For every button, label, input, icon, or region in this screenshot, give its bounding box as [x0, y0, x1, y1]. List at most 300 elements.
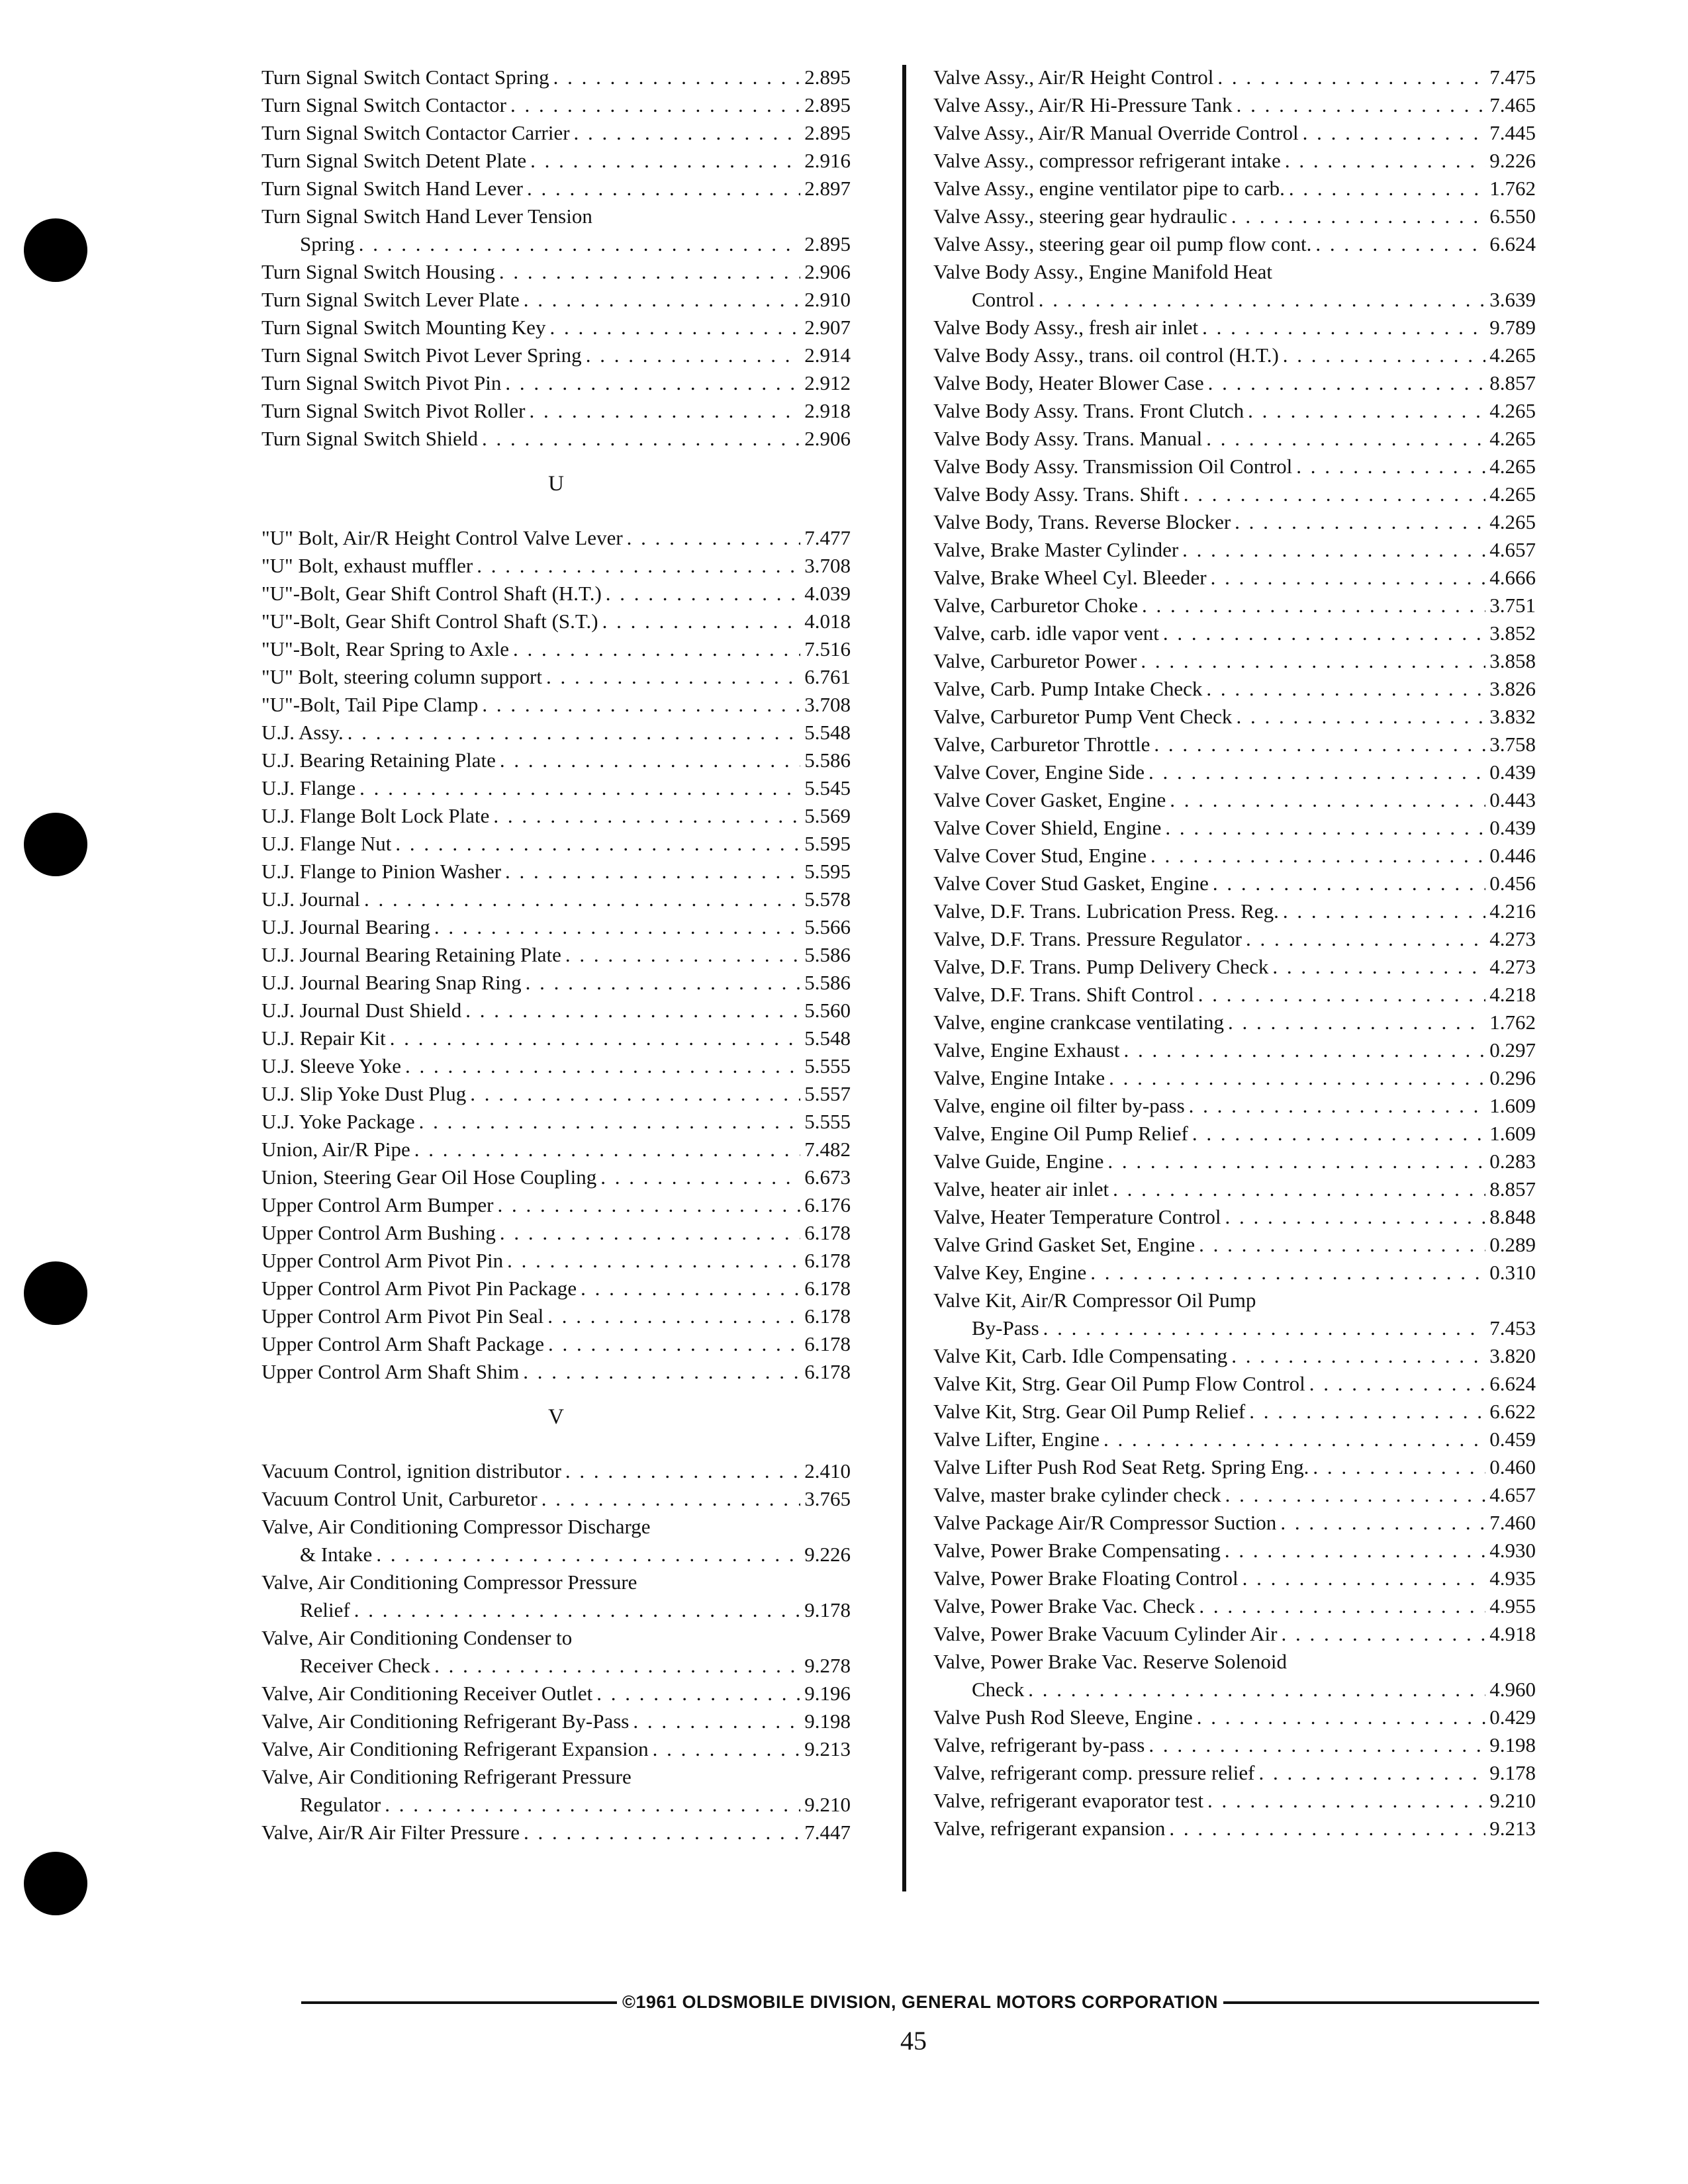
- entry-reference-number: 3.708: [804, 693, 851, 716]
- dot-leader: [497, 1191, 800, 1219]
- entry-label: U.J. Flange: [261, 776, 356, 799]
- copyright-notice: ©1961 OLDSMOBILE DIVISION, GENERAL MOTORS CORPORATION: [622, 1992, 1219, 2012]
- entry-reference-number: 4.265: [1489, 455, 1536, 478]
- entry-reference-number: 0.296: [1489, 1066, 1536, 1089]
- dot-leader: [526, 969, 801, 997]
- dot-leader: [434, 913, 800, 941]
- entry-label: Valve Assy., engine ventilator pipe to carb.: [933, 177, 1285, 200]
- index-entry: [261, 314, 851, 341]
- index-entry: [933, 1036, 1536, 1064]
- entry-reference-number: 4.265: [1489, 343, 1536, 367]
- entry-reference-number: 0.446: [1489, 844, 1536, 867]
- entry-reference-number: 2.906: [804, 260, 851, 283]
- dot-leader: [1192, 1120, 1485, 1148]
- index-entry: [933, 425, 1536, 453]
- entry-label: Valve, Air Conditioning Compressor Discharge: [261, 1515, 651, 1538]
- dot-leader: [482, 425, 800, 453]
- entry-reference-number: 3.832: [1489, 705, 1536, 728]
- entry-reference-number: 3.639: [1489, 288, 1536, 311]
- entry-reference-number: 4.265: [1489, 510, 1536, 533]
- entry-reference-number: 5.548: [804, 721, 851, 744]
- index-entry: [261, 369, 851, 397]
- entry-label-continued: & Intake: [300, 1543, 373, 1566]
- entry-reference-number: 5.555: [804, 1054, 851, 1077]
- dot-leader: [1198, 981, 1486, 1009]
- index-entry: [261, 286, 851, 314]
- index-entry: [933, 508, 1536, 536]
- entry-label: Valve Body Assy., fresh air inlet: [933, 316, 1199, 339]
- index-entry: [933, 1815, 1536, 1843]
- entry-reference-number: 9.226: [1489, 149, 1536, 172]
- dot-leader: [524, 1819, 800, 1846]
- index-entry: [261, 1108, 851, 1136]
- index-entry: [933, 64, 1536, 91]
- dot-leader: [596, 1680, 800, 1707]
- dot-leader: [1213, 870, 1485, 897]
- entry-reference-number: 4.018: [804, 610, 851, 633]
- entry-reference-number: 9.789: [1489, 316, 1536, 339]
- entry-label: "U" Bolt, Air/R Height Control Valve Lever: [261, 526, 623, 549]
- dot-leader: [465, 997, 800, 1024]
- entry-label: Turn Signal Switch Pivot Pin: [261, 371, 502, 394]
- entry-label: "U"-Bolt, Gear Shift Control Shaft (H.T.): [261, 582, 602, 605]
- dot-leader: [1217, 64, 1485, 91]
- entry-reference-number: 0.439: [1489, 816, 1536, 839]
- dot-leader: [602, 608, 801, 635]
- index-entry: [261, 635, 851, 663]
- dot-leader: [553, 64, 801, 91]
- entry-label: U.J. Slip Yoke Dust Plug: [261, 1082, 467, 1105]
- entry-reference-number: 0.297: [1489, 1038, 1536, 1062]
- entry-label: Valve, Carburetor Throttle: [933, 733, 1150, 756]
- entry-reference-number: 3.820: [1489, 1344, 1536, 1367]
- entry-reference-number: 5.586: [804, 943, 851, 966]
- index-entry: [933, 1704, 1536, 1731]
- entry-label: Valve Cover Stud, Engine: [933, 844, 1147, 867]
- entry-label: Upper Control Arm Shaft Shim: [261, 1360, 520, 1383]
- dot-leader: [1199, 1592, 1485, 1620]
- index-entry: [261, 1513, 851, 1569]
- entry-label: Valve Body Assy., Engine Manifold Heat: [933, 260, 1272, 283]
- entry-reference-number: 2.918: [804, 399, 851, 422]
- index-entry: [933, 1370, 1536, 1398]
- index-entry: [261, 1302, 851, 1330]
- entry-reference-number: 3.751: [1489, 594, 1536, 617]
- index-entry: [933, 1175, 1536, 1203]
- dot-leader: [500, 747, 800, 774]
- binder-hole: [24, 1261, 87, 1325]
- dot-leader: [1281, 1620, 1485, 1648]
- dot-leader: [1231, 1342, 1485, 1370]
- index-entry: [261, 663, 851, 691]
- dot-leader: [1150, 842, 1485, 870]
- index-entry: [933, 397, 1536, 425]
- index-entry: [261, 1707, 851, 1735]
- entry-label: Valve, refrigerant evaporator test: [933, 1789, 1203, 1812]
- entry-reference-number: 6.761: [804, 665, 851, 688]
- right-index-column: [933, 64, 1536, 1843]
- dot-leader: [1109, 1064, 1485, 1092]
- dot-leader: [348, 719, 801, 747]
- index-entry: [933, 1120, 1536, 1148]
- entry-label: Valve Kit, Carb. Idle Compensating: [933, 1344, 1228, 1367]
- entry-label: U.J. Sleeve Yoke: [261, 1054, 401, 1077]
- dot-leader: [1197, 1704, 1485, 1731]
- dot-leader: [1207, 1787, 1485, 1815]
- dot-leader: [1235, 508, 1485, 536]
- index-entry: [261, 747, 851, 774]
- index-entry: [261, 258, 851, 286]
- entry-label: Valve, Engine Intake: [933, 1066, 1105, 1089]
- dot-leader: [1165, 814, 1485, 842]
- entry-label: Turn Signal Switch Shield: [261, 427, 478, 450]
- entry-reference-number: 4.273: [1489, 955, 1536, 978]
- index-entry: [933, 897, 1536, 925]
- entry-label: "U" Bolt, exhaust muffler: [261, 554, 473, 577]
- entry-reference-number: 0.429: [1489, 1706, 1536, 1729]
- dot-leader: [1182, 536, 1485, 564]
- dot-leader: [541, 1485, 801, 1513]
- entry-label: Upper Control Arm Pivot Pin: [261, 1249, 504, 1272]
- dot-leader: [1149, 1731, 1485, 1759]
- dot-leader: [1225, 1537, 1485, 1565]
- index-entry: [933, 981, 1536, 1009]
- entry-label: Valve, Power Brake Compensating: [933, 1539, 1221, 1562]
- dot-leader: [1090, 1259, 1485, 1287]
- index-entry: [261, 858, 851, 886]
- index-entry: [261, 580, 851, 608]
- entry-reference-number: 4.666: [1489, 566, 1536, 589]
- dot-leader: [395, 830, 800, 858]
- entry-reference-number: 0.310: [1489, 1261, 1536, 1284]
- entry-reference-number: 9.198: [1489, 1733, 1536, 1756]
- entry-reference-number: 0.439: [1489, 760, 1536, 784]
- entry-reference-number: 7.460: [1489, 1511, 1536, 1534]
- entry-label: U.J. Flange to Pinion Washer: [261, 860, 502, 883]
- index-entry: [933, 1009, 1536, 1036]
- entry-continuation: [933, 1314, 1536, 1342]
- entry-label: Turn Signal Switch Pivot Roller: [261, 399, 526, 422]
- dot-leader: [385, 1791, 800, 1819]
- dot-leader: [1163, 619, 1485, 647]
- entry-label: Valve Body, Heater Blower Case: [933, 371, 1204, 394]
- entry-label: U.J. Flange Bolt Lock Plate: [261, 804, 490, 827]
- entry-reference-number: 6.550: [1489, 205, 1536, 228]
- index-entry: [933, 758, 1536, 786]
- dot-leader: [1289, 175, 1485, 203]
- dot-leader: [1039, 286, 1486, 314]
- entry-label: Turn Signal Switch Lever Plate: [261, 288, 520, 311]
- dot-leader: [477, 552, 800, 580]
- entry-label: Valve, heater air inlet: [933, 1177, 1109, 1201]
- entry-label: Valve, D.F. Trans. Pump Delivery Check: [933, 955, 1269, 978]
- page-number: 45: [900, 2026, 927, 2056]
- entry-reference-number: 4.657: [1489, 538, 1536, 561]
- index-entry: [261, 691, 851, 719]
- entry-reference-number: 9.198: [804, 1709, 851, 1733]
- index-entry: [933, 1398, 1536, 1426]
- entry-label: U.J. Journal Bearing Retaining Plate: [261, 943, 561, 966]
- entry-continuation: [261, 1652, 851, 1680]
- index-entry: [261, 341, 851, 369]
- dot-leader: [1211, 564, 1486, 592]
- index-entry: [933, 203, 1536, 230]
- entry-reference-number: 7.453: [1489, 1316, 1536, 1340]
- dot-leader: [1202, 314, 1485, 341]
- dot-leader: [581, 1275, 800, 1302]
- entry-reference-number: 3.765: [804, 1487, 851, 1510]
- dot-leader: [470, 1080, 800, 1108]
- dot-leader: [529, 397, 800, 425]
- entry-reference-number: 2.912: [804, 371, 851, 394]
- entry-reference-number: 9.196: [804, 1682, 851, 1705]
- entry-label: Valve, refrigerant expansion: [933, 1817, 1166, 1840]
- entry-reference-number: 2.914: [804, 343, 851, 367]
- index-entry: [933, 731, 1536, 758]
- dot-leader: [414, 1136, 800, 1163]
- dot-leader: [505, 858, 800, 886]
- entry-reference-number: 3.826: [1489, 677, 1536, 700]
- entry-reference-number: 4.039: [804, 582, 851, 605]
- entry-continuation: [261, 1791, 851, 1819]
- dot-leader: [1206, 675, 1485, 703]
- index-entry: [933, 258, 1536, 314]
- index-entry: [261, 719, 851, 747]
- dot-leader: [653, 1735, 801, 1763]
- dot-leader: [1103, 1426, 1485, 1453]
- dot-leader: [1303, 119, 1486, 147]
- entry-label: Valve Package Air/R Compressor Suction: [933, 1511, 1277, 1534]
- dot-leader: [390, 1024, 801, 1052]
- dot-leader: [1225, 1203, 1486, 1231]
- binder-hole: [24, 218, 87, 282]
- index-entry: [933, 870, 1536, 897]
- entry-label: Turn Signal Switch Mounting Key: [261, 316, 546, 339]
- entry-reference-number: 6.178: [804, 1277, 851, 1300]
- entry-reference-number: 3.858: [1489, 649, 1536, 672]
- dot-leader: [1154, 731, 1485, 758]
- index-entry: [261, 969, 851, 997]
- dot-leader: [500, 1219, 800, 1247]
- index-entry: [933, 1259, 1536, 1287]
- index-entry: [933, 1731, 1536, 1759]
- entry-label: Valve, Power Brake Vacuum Cylinder Air: [933, 1622, 1278, 1645]
- entry-label-continued: By-Pass: [972, 1316, 1039, 1340]
- index-entry: [261, 1163, 851, 1191]
- dot-leader: [627, 524, 801, 552]
- entry-reference-number: 6.624: [1489, 232, 1536, 255]
- dot-leader: [523, 1358, 800, 1386]
- index-entry: [933, 675, 1536, 703]
- index-entry: [261, 1735, 851, 1763]
- index-entry: [933, 1064, 1536, 1092]
- entry-reference-number: 0.289: [1489, 1233, 1536, 1256]
- entry-reference-number: 6.622: [1489, 1400, 1536, 1423]
- entry-continuation: [933, 286, 1536, 314]
- dot-leader: [1236, 703, 1485, 731]
- section-heading-v: V: [548, 1405, 564, 1429]
- entry-label: Valve Assy., steering gear oil pump flow cont.: [933, 232, 1312, 255]
- dot-leader: [1296, 453, 1485, 480]
- entry-label: Valve, D.F. Trans. Shift Control: [933, 983, 1194, 1006]
- entry-reference-number: 6.178: [804, 1221, 851, 1244]
- entry-reference-number: 9.210: [1489, 1789, 1536, 1812]
- index-entry: [933, 647, 1536, 675]
- index-entry: [933, 814, 1536, 842]
- entry-reference-number: 1.762: [1489, 177, 1536, 200]
- index-entry: [261, 1763, 851, 1819]
- index-entry: [261, 175, 851, 203]
- dot-leader: [354, 1596, 801, 1624]
- entry-reference-number: 9.213: [804, 1737, 851, 1760]
- dot-leader: [565, 1457, 800, 1485]
- entry-label: Valve, engine oil filter by-pass: [933, 1094, 1185, 1117]
- entry-reference-number: 0.443: [1489, 788, 1536, 811]
- entry-reference-number: 2.910: [804, 288, 851, 311]
- entry-label: Valve, Air/R Air Filter Pressure: [261, 1821, 520, 1844]
- entry-label: Valve Body Assy. Trans. Front Clutch: [933, 399, 1244, 422]
- entry-label: U.J. Journal: [261, 887, 360, 911]
- dot-leader: [565, 941, 800, 969]
- dot-leader: [1249, 1398, 1485, 1426]
- entry-reference-number: 6.178: [804, 1332, 851, 1355]
- entry-reference-number: 5.566: [804, 915, 851, 938]
- index-entry: [261, 1219, 851, 1247]
- dot-leader: [1246, 925, 1485, 953]
- dot-leader: [546, 663, 800, 691]
- dot-leader: [527, 175, 800, 203]
- entry-label-continued: Receiver Check: [300, 1654, 431, 1677]
- entry-label: Valve, Power Brake Floating Control: [933, 1567, 1239, 1590]
- entry-label: Valve Cover Gasket, Engine: [933, 788, 1166, 811]
- entry-label: Valve, Brake Master Cylinder: [933, 538, 1179, 561]
- entry-reference-number: 5.555: [804, 1110, 851, 1133]
- entry-label: Valve Body Assy., trans. oil control (H.T.): [933, 343, 1279, 367]
- entry-label: Valve Grind Gasket Set, Engine: [933, 1233, 1196, 1256]
- index-entry: [261, 1052, 851, 1080]
- index-entry: [261, 774, 851, 802]
- entry-label: Valve, Air Conditioning Receiver Outlet: [261, 1682, 593, 1705]
- entry-label: "U"-Bolt, Tail Pipe Clamp: [261, 693, 479, 716]
- index-entry: [261, 1275, 851, 1302]
- index-entry: [933, 925, 1536, 953]
- dot-leader: [1189, 1092, 1486, 1120]
- dot-leader: [1206, 425, 1485, 453]
- entry-reference-number: 5.560: [804, 999, 851, 1022]
- entry-label: Valve Body Assy. Trans. Shift: [933, 482, 1180, 506]
- index-entry: [261, 1680, 851, 1707]
- entry-label: Valve Key, Engine: [933, 1261, 1087, 1284]
- entry-reference-number: 9.210: [804, 1793, 851, 1816]
- entry-label: Union, Air/R Pipe: [261, 1138, 410, 1161]
- dot-leader: [547, 1302, 800, 1330]
- entry-label: Valve, Carburetor Choke: [933, 594, 1139, 617]
- entry-reference-number: 5.545: [804, 776, 851, 799]
- dot-leader: [1231, 203, 1485, 230]
- index-entry: [933, 453, 1536, 480]
- entry-reference-number: 7.445: [1489, 121, 1536, 144]
- index-entry: [933, 786, 1536, 814]
- entry-label: Vacuum Control, ignition distributor: [261, 1459, 561, 1482]
- dot-leader: [1208, 369, 1486, 397]
- entry-reference-number: 8.857: [1489, 1177, 1536, 1201]
- section-heading-u: U: [548, 472, 564, 496]
- entry-reference-number: 4.960: [1489, 1678, 1536, 1701]
- entry-reference-number: 4.216: [1489, 899, 1536, 923]
- index-entry: [261, 608, 851, 635]
- entry-reference-number: 7.475: [1489, 66, 1536, 89]
- dot-leader: [1225, 1481, 1486, 1509]
- entry-label: U.J. Flange Nut: [261, 832, 392, 855]
- entry-reference-number: 9.178: [804, 1598, 851, 1621]
- dot-leader: [1124, 1036, 1486, 1064]
- footer-rule-right: [1223, 2001, 1539, 2004]
- index-entry: [261, 1330, 851, 1358]
- column-divider: [902, 65, 906, 1891]
- index-entry: [933, 842, 1536, 870]
- index-entry: [933, 147, 1536, 175]
- index-entry: [933, 564, 1536, 592]
- entry-label: Turn Signal Switch Pivot Lever Spring: [261, 343, 582, 367]
- entry-reference-number: 4.935: [1489, 1567, 1536, 1590]
- dot-leader: [1313, 1453, 1485, 1481]
- entry-label: Valve Guide, Engine: [933, 1150, 1104, 1173]
- entry-label: Valve Cover Stud Gasket, Engine: [933, 872, 1209, 895]
- dot-leader: [1272, 953, 1485, 981]
- dot-leader: [549, 314, 800, 341]
- dot-leader: [359, 230, 801, 258]
- index-entry: [933, 230, 1536, 258]
- entry-label-continued: Regulator: [300, 1793, 381, 1816]
- entry-reference-number: 6.673: [804, 1165, 851, 1189]
- entry-label: U.J. Yoke Package: [261, 1110, 415, 1133]
- footer-rule-left: [301, 2001, 617, 2004]
- entry-label: Valve Body, Trans. Reverse Blocker: [933, 510, 1231, 533]
- entry-label: Valve, refrigerant by-pass: [933, 1733, 1145, 1756]
- entry-label: Turn Signal Switch Contactor: [261, 93, 507, 116]
- entry-reference-number: 1.762: [1489, 1011, 1536, 1034]
- entry-label: Valve Push Rod Sleeve, Engine: [933, 1706, 1193, 1729]
- entry-label: U.J. Journal Dust Shield: [261, 999, 462, 1022]
- dot-leader: [1243, 1565, 1486, 1592]
- entry-label: Union, Steering Gear Oil Hose Coupling: [261, 1165, 597, 1189]
- entry-reference-number: 2.916: [804, 149, 851, 172]
- entry-label: "U"-Bolt, Gear Shift Control Shaft (S.T.): [261, 610, 598, 633]
- index-entry: [261, 1024, 851, 1052]
- entry-label: Valve, Carburetor Pump Vent Check: [933, 705, 1233, 728]
- entry-label: U.J. Repair Kit: [261, 1026, 386, 1050]
- entry-reference-number: 4.918: [1489, 1622, 1536, 1645]
- entry-label: Valve, engine crankcase ventilating: [933, 1011, 1224, 1034]
- entry-label: Vacuum Control Unit, Carburetor: [261, 1487, 538, 1510]
- dot-leader: [1315, 230, 1485, 258]
- entry-label: Turn Signal Switch Detent Plate: [261, 149, 527, 172]
- index-entry: [261, 147, 851, 175]
- dot-leader: [1169, 1815, 1485, 1843]
- v-entries-left: [261, 1457, 851, 1846]
- index-entry: [933, 1481, 1536, 1509]
- dot-leader: [493, 802, 800, 830]
- index-entry: [933, 341, 1536, 369]
- entry-label: Upper Control Arm Pivot Pin Seal: [261, 1304, 544, 1328]
- index-entry: [261, 997, 851, 1024]
- entry-label-continued: Relief: [300, 1598, 350, 1621]
- turn-signal-entries: [261, 64, 851, 453]
- dot-leader: [606, 580, 800, 608]
- dot-leader: [586, 341, 801, 369]
- dot-leader: [1028, 1676, 1485, 1704]
- dot-leader: [1141, 647, 1485, 675]
